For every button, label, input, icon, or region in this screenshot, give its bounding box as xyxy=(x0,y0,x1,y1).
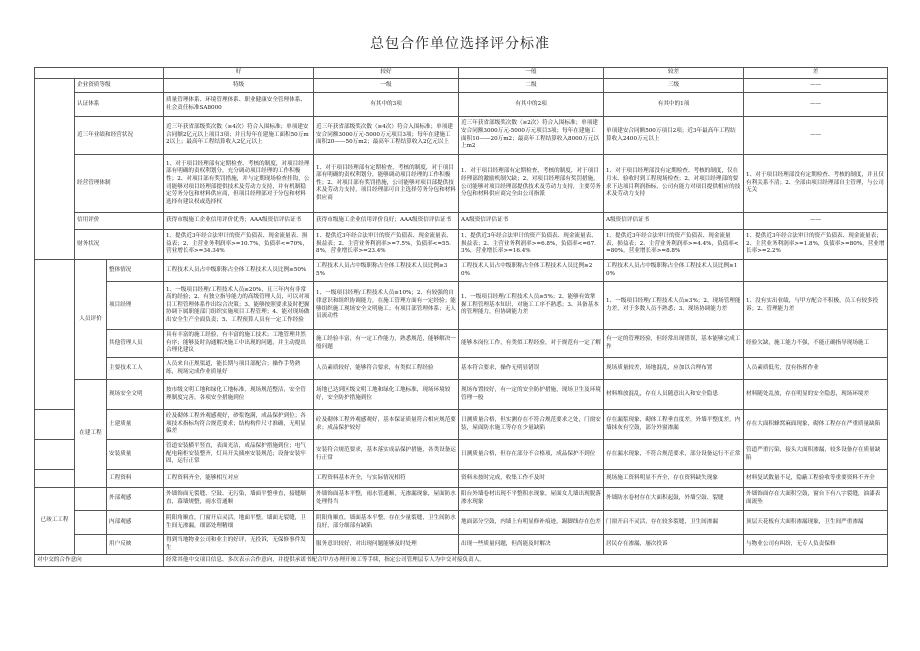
row-label: 企业资质等级 xyxy=(75,79,164,93)
row-interior: 内部观感 阴阳角顺直，门窗开启灵活，地面平整，墙面无裂缝，卫生间无渗漏，细部处理精细 阴阳角顺直，墙面基本平整，存在少量裂缝，卫生间防水良好，部分细部有缺陷 地面部分空鼓，内墙上有明显修补痕迹，踢脚线存在色差 门窗开启不灵活，存在较多裂缝，卫生间渗漏 顶层天花板有大面积渗漏现象，卫生间严重渗漏 xyxy=(35,511,888,535)
group-cooperation: 对中交的合作意向 xyxy=(35,555,164,567)
row-label: 财务状况 xyxy=(75,230,164,260)
row-site-safety: 在建工程 现场安全文明 按市级文明工地和绿化工地标准，现场规范整洁，安全管理制度完善，各项安全措施到位 场地已达到区级文明工地和绿化工地标准，现场环境较好，安全防护措施到位 现场布置较好，有一定的安全防护措施，现场卫生及环境管理一般 材料堆放混乱，存在人员随意出入和安全隐患 材料随处乱放，存在明显的安全隐患，现场环境差 xyxy=(35,380,888,410)
row-other-managers: 其他管理人员 具有丰富的施工经验，有丰富的施工技术；工地管理井然有序；能够及时沟通解决施工中出现的问题，并主动提出合理化建议 施工经验丰富，有一定工作能力，熟悉规范，能够解决一般问题 能够本岗位工作，有类似工程经验，对于规范有一定了解 有一定的管理经验，但经常出现错误，基本能够完成工作 经验欠缺，施工能力不强，不能正确指导现场施工 xyxy=(35,330,888,358)
row-label: 安装质量 xyxy=(107,440,164,470)
header-good: 好 xyxy=(164,68,314,79)
row-label: 经营管理体制 xyxy=(75,155,164,213)
row-user-feedback: 用户反映 得到当地物业公司和业主的好评，无投诉，无保修事件发生 服务意识较好，对出现问题能够及时处理 出现一些质量问题，但尚能及时解决 居民存在渗漏，屡次投诉 与物业公司有纠纷，无专人负责保修 xyxy=(35,535,888,555)
row-label: 整体情况 xyxy=(107,260,164,282)
row-label: 外部观感 xyxy=(107,488,164,511)
group-construction: 在建工程 xyxy=(75,380,107,488)
header-fairly-good: 较好 xyxy=(314,68,459,79)
row-qualification: 企业资质等级 特级 一级 二级 三级 —— xyxy=(35,79,888,93)
row-label: 用户反映 xyxy=(107,535,164,555)
row-management: 经营管理体制 1、对于项目经理部有定期检查、考核的制度，对项目经理部有明确的责权利划分，充分调动项目经理的工作积极性；2、对项目部有奖罚措施，并与定期现场检查挂钩，公司能够对项目经理部提供技术及劳动力支持，并有机制稳定劳务分包和材料供应商，但项目经理部对于分包和材料选择有建议权或选择权 1、对于项目经理部有定期检查，考核的制度，对于项目部有明确的责权利划分，能够调动项目经理的工作积极性；2、对项目部有奖罚措施，公司能够对项目部提供技术及劳动力支持，项目经理部可自主选择劳务分包和材料供应商 1、对于项目经理部有定期检查，考核的制度，对于项目经理部的激励机制欠缺；2、对项目经理部有奖罚措施，公司能够对项目经理部提供技术及劳动力支持，主要劳务分包和材料供应商完全由公司指派 1、对于项目经理部没有定期检查、考核的制度，仅在月末、验收时到工程现场检查；2、对项目经理部的要求下达项目利润指标，公司有能力对项目提供相应的技术及劳动力支持 1、对于项目经理部没有定期检查、考核的制度，并且仅有利关系不清；2、全部由项目经理部自主管理，与公司无关 xyxy=(35,155,888,213)
header-row xyxy=(35,68,888,79)
row-certification: 认证体系 质量管理体系、环境管理体系、职业健康安全管理体系、社会责任标准SA8000 有其中的3项 有其中的2项 有其中的1项 —— xyxy=(35,93,888,117)
row-label: 认证体系 xyxy=(75,93,164,117)
row-label: 现场安全文明 xyxy=(107,380,164,410)
row-credit: 信用评价 获得市级施工企业信用评价优秀；AAA级资信评估证书 获得市级施工企业信用评价良好；AAA级资信评估证书 AA级资信评估证书 A级资信评估证书 —— xyxy=(35,213,888,230)
row-label: 近三年业绩和经营状况 xyxy=(75,117,164,155)
row-documents: 工程资料 工程资料齐全，能够相互对应 工程资料基本齐全，与实际情况相符 资料未按时完成，收集工作不及时 现场施工资料明显不齐全，存在资料缺失现象 材料复试数量不足，隐蔽工程验收等重要资料不齐全 xyxy=(35,470,888,488)
row-project-manager: 项目经理 1、一级项目经理/工程技术人员≥20%，且三年内有非常高的经验；2、有独立指导能力的高级管理人员，可以对项目工程管理体系作出综合决策；3、能够按照要求及时把握协调下属职能部门组织实施项目工程管理；4、能对现场做出安全生产全面负责；5、工程预算人员有一定工作经验 1、一级项目经理/工程技术人员≥10%；2、有较强的自律意识和组织协调能力，在施工管理方面有一定经验；能够组织施工现场安全文明施工；有项目部管理体系；无人员流动性 1、一级项目经理/工程技术人员≥5%；2、能够有效掌握工程管理基本知识，对施工工序不熟悉；3、具备基本的管理能力，但协调能力差 1、一级项目经理/工程技术人员≥3%；2、现场管理能力差，对于多数人员不熟悉；3、现场协调能力差 1、没有实出业绩，与甲方配合不积极，员工有较多投诉；2、管理能力差 xyxy=(35,282,888,330)
row-overall: 人员评价 整体情况 工程技术人员占中级职称占全体工程技术人员比例≥50% 工程技术人员占中级职称占全体工程技术人员比例≥35% 工程技术人员占中级职称占全体工程技术人员比例≥20% 工程技术人员占中级职称占全体工程技术人员比例≥10% xyxy=(35,260,888,282)
row-exterior: 已竣工工程 外部观感 外墙饰面无裂缝、空鼓、无污染，墙面平整垂直，接缝顺直，幕墙规整，雨水管通顺 外墙饰面基本平整，雨水管通顺，无渗漏现象，屋面防水处理得当 阳台外墙卷材出现不平整积水现象，屋面女儿墙出现脱落渗水现象 外墙防水卷材存在大面积起鼓，外墙空鼓、裂缝 外墙饰面存在大面积空鼓，窗台下有八字裂缝，油漆表面流坠 xyxy=(35,488,888,511)
header-poor: 较差 xyxy=(604,68,744,79)
row-label: 内部观感 xyxy=(107,511,164,535)
page-title: 总包合作单位选择评分标准 xyxy=(370,36,550,52)
group-person: 人员评价 xyxy=(75,260,107,380)
group-completed: 已竣工工程 xyxy=(35,488,75,555)
row-civil-quality: 土建质量 砼及砌体工程外观感观好，砂浆饱满，成品保护到位；各项技术指标均符合规范要求；结构构件尺寸准确，无明显偏差 砼及砌体工程外观感观好，基本保证质量符合相应规范要求；成品保护较好 日测质量合格，但实测存在不符合规范要求之处，门窗安装，屋面防水施工等存在少量缺陷 存在漏浆现象，砌体工程垂直度差，外墙平整度差，内墙抹灰有空鼓，部分外窗渗漏 存在大面积蜂窝麻面现象，砌体工程存在严重质量缺陷 xyxy=(35,410,888,440)
row-label: 土建质量 xyxy=(107,410,164,440)
row-label: 其他管理人员 xyxy=(107,330,164,358)
row-finance: 财务状况 1、提供近3年经合法审计的资产负债表、现金流量表、损益表；2、主营业务利润率>=10.7%，负债率<=70%，营业增长率>=34.34% 1、提供近3年经合法审计的资产负债表、现金流量表、损益表；2、主营业务利润率>=7.5%，负债率<=55.8%，营业增长率>=23.4% 1、提供近3年经合法审计的资产负债表、现金流量表、损益表；2、主营业务利润率>=6.8%，负债率<=67.3%，营业增长率>=16.4% 1、提供近3年经合法审计的资产负债表、现金流量表、损益表；2、主营业务利润率>=4.4%，负债率<=80%，营业增长率>=8.8% 1、提供近3年经合法审计的资产负债表、现金流量表；2、主营业务利润率>=1.8%，负债率>=80%，营业增长率>=2.2% xyxy=(35,230,888,260)
header-average: 一般 xyxy=(459,68,604,79)
row-label: 项目经理 xyxy=(107,282,164,330)
row-label: 信用评价 xyxy=(75,213,164,230)
row-tech-workers: 主要技术工人 人员来自正规渠道，能长期与项目部配合；操作手势熟练，现场完成作业质量好 人员素质较好，能够符合要求，有类似工程经验 基本符合要求，操作无明显错误 现场质量较差，场地混乱，应加以合理布置 人员素质低劣，没有指挥作业 xyxy=(35,358,888,380)
row-label: 工程资料 xyxy=(107,470,164,488)
row-install-quality: 安装质量 管道安装横平竖直，表面光洁，成品保护措施到位；电气配电箱柜安装整齐，灯具开关插座安装规范；设备安装牢固，运行正常 安装符合规范要求，基本落实成品保护措施，各类设备运行正常 日测质量合格，但存在部分不合格项，成品保护不到位 存在漏水现象，不符合规范要求，部分设备运行不正常 管道严重污染，接头大面积渗漏，较多设备存在质量缺陷 xyxy=(35,440,888,470)
scoring-table xyxy=(34,67,888,567)
row-label: 主要技术工人 xyxy=(107,358,164,380)
row-performance: 近三年业绩和经营状况 近三年获省部级奖次数（≥4次）符合入围标准；单项建安合同额2亿元以上项目3项；并且每年在建施工面积50万m2以上；最高年工程结算收入2亿元以上 近三年获省部级奖次数（≥4次）符合入围标准；单项建安合同额3000万元-5000万元项目3项；每年在建施工面积20——50万m2；最高年工程结算收入2亿元以上 近三年获省部级奖次数（≥2次）符合入围标准；单项建安合同额3000万元-5000万元项目3项；每年在建施工面积10——20万m2；最高年工程结算收入8000万元以上m2 单项建安合同额500万项目2项；近3年最高年工程结算收入2400万元以上 —— xyxy=(35,117,888,155)
row-cooperation: 对中交的合作意向 经常其他中交项目信息，多次表示合作意向，并提供承诺书配合甲方办理开竣工等手续，指定公司管理层专人为中交对接负责人。 xyxy=(35,555,888,567)
header-bad: 差 xyxy=(744,68,888,79)
